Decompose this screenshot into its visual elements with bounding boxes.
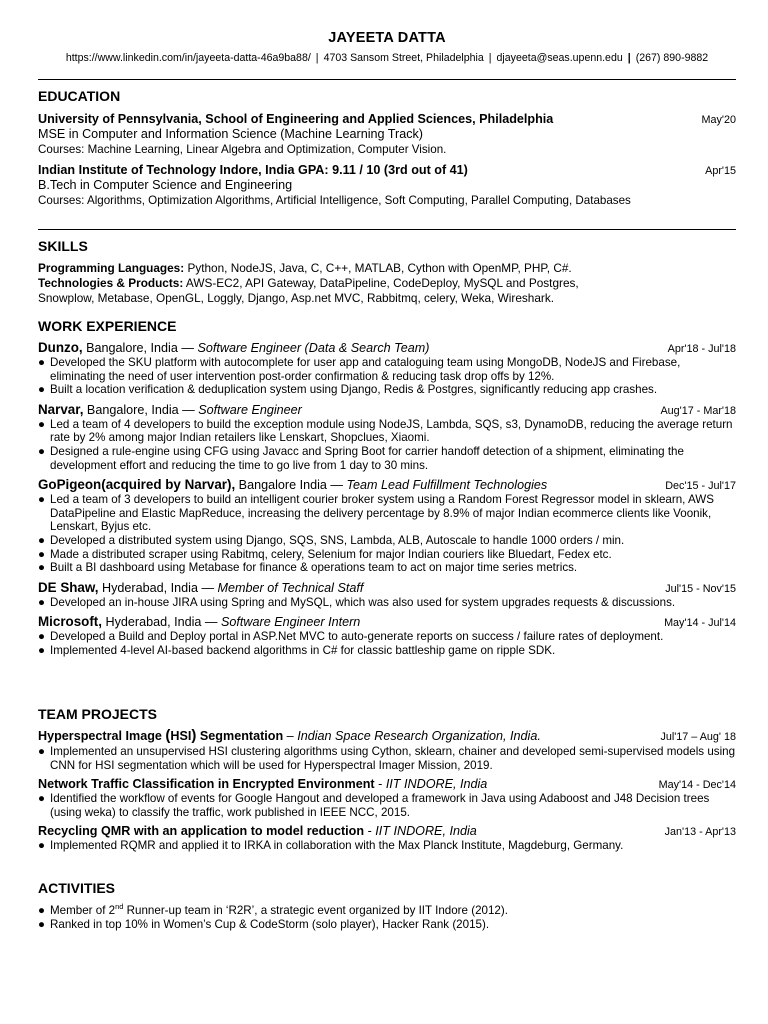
project-name-paren: ( xyxy=(165,727,171,744)
bullet-icon: ● xyxy=(38,839,46,853)
bullet-text: Built a location verification & deduplication system using Django, Redis & Postgres, significantly reducing app crashes. xyxy=(50,383,658,397)
school-name: University of Pennsylvania xyxy=(38,112,199,126)
bullet-text: Identified the workflow of events for Google Hangout and developed a framework in Java using Adaboost and J48 Decision trees (using weka) to classify the traffic, work published in IEEE NCC, 2015. xyxy=(50,792,710,819)
bullet-item xyxy=(38,745,736,772)
divider xyxy=(38,229,736,230)
company: DE Shaw, xyxy=(38,579,99,595)
bullet-item xyxy=(38,644,736,658)
team-projects-section xyxy=(38,706,736,853)
bullet-text: Implemented 4-level AI-based backend algorithms in C# for classic battleship game on ripple SDK. xyxy=(50,643,556,657)
job-bullets xyxy=(38,630,736,657)
bullet-item xyxy=(38,493,736,534)
bullet-icon: ● xyxy=(38,745,46,758)
contact-line xyxy=(38,52,736,64)
bullet-item xyxy=(38,548,736,562)
bullet-icon: ● xyxy=(38,547,46,561)
job-date: Dec'15 - Jul'17 xyxy=(665,480,736,493)
skill-value: AWS-EC2, API Gateway, DataPipeline, CodeDeploy, MySQL and Postgres, xyxy=(183,276,579,290)
dash: - xyxy=(364,824,376,839)
bullet-text: Member of 2 xyxy=(50,904,116,917)
dash: - xyxy=(374,777,386,792)
project-date: May'14 - Dec'14 xyxy=(658,779,736,792)
project-org: IIT INDORE, India xyxy=(385,777,488,792)
bullet-item xyxy=(38,904,736,918)
company: Narvar, xyxy=(38,401,84,417)
separator: | xyxy=(488,52,492,64)
separator: | xyxy=(315,52,319,64)
skill-value: Python, NodeJS, Java, C, C++, MATLAB, Cython with OpenMP, PHP, C#. xyxy=(184,261,572,275)
bullet-text: Made a distributed scraper using Rabitmq, celery, Selenium for major Indian couriers like Bluedart, Fedex etc. xyxy=(50,547,612,561)
education-section xyxy=(38,88,736,207)
bullet-text: Developed the SKU platform with autocomplete for user app and cataloguing team using MongoDB, NodeJS and Firebase, eliminating the need of user intervention post-order confirmation & reducing task drop offs by 12%. xyxy=(50,356,681,383)
linkedin-link[interactable]: https://www.linkedin.com/in/jayeeta-datta-46a9ba88/ xyxy=(65,52,311,64)
bullet-text: Ranked in top 10% in Women’s Cup & CodeStorm (solo player), Hacker Rank (2015). xyxy=(50,917,490,931)
project-entry xyxy=(38,777,736,819)
bullet-text: Developed an in-house JIRA using Spring and MySQL, which was also used for system upgrades requests & discussions. xyxy=(50,595,676,609)
activities-bullets xyxy=(38,904,736,931)
location: Bangalore, India — xyxy=(82,341,198,355)
job-bullets xyxy=(38,493,736,575)
bullet-icon: ● xyxy=(38,533,46,547)
courses: Courses: Algorithms, Optimization Algorithms, Artificial Intelligence, Soft Computing, Parallel Computing, Databases xyxy=(38,194,631,207)
job-entry xyxy=(38,614,736,657)
role: Software Engineer (Data & Search Team) xyxy=(197,341,430,355)
education-date: Apr'15 xyxy=(705,165,736,177)
job-entry xyxy=(38,477,736,575)
project-bullets xyxy=(38,839,736,853)
dash: – xyxy=(283,729,298,743)
job-date: Jul'15 - Nov'15 xyxy=(665,582,736,595)
work-experience-section xyxy=(38,318,736,658)
divider xyxy=(38,79,736,80)
project-date: Jan'13 - Apr'13 xyxy=(664,826,736,839)
separator: | xyxy=(627,52,631,64)
job-bullets xyxy=(38,596,736,610)
role: Team Lead Fulfillment Technologies xyxy=(346,478,548,493)
project-date: Jul'17 – Aug' 18 xyxy=(660,731,736,743)
project-bullets xyxy=(38,792,736,819)
degree: MSE in Computer and Information Science (Machine Learning Track) xyxy=(38,127,423,141)
project-name-abbr: HSI xyxy=(170,729,192,743)
bullet-text: Developed a Build and Deploy portal in ASP.Net MVC to auto-generate reports on success / failure rates of deployment. xyxy=(50,630,664,644)
project-name: Hyperspectral Image xyxy=(38,729,166,743)
bullet-icon: ● xyxy=(38,643,46,657)
section-title: WORK EXPERIENCE xyxy=(38,318,177,334)
bullet-item xyxy=(38,561,736,575)
bullet-item xyxy=(38,839,736,853)
job-bullets xyxy=(38,418,736,472)
education-entry xyxy=(38,163,736,207)
bullet-icon: ● xyxy=(38,417,46,431)
bullet-item xyxy=(38,383,736,397)
technologies-products-cont: Snowplow, Metabase, OpenGL, Loggly, Django, Asp.net MVC, Rabbitmq, celery, Weka, Wireshark. xyxy=(38,291,555,305)
job-entry xyxy=(38,402,736,472)
project-org: Indian Space Research Organization, India. xyxy=(297,729,541,743)
bullet-icon: ● xyxy=(38,493,46,507)
location: Hyderabad, India — xyxy=(101,615,221,630)
company: Microsoft, xyxy=(38,614,102,630)
section-title: ACTIVITIES xyxy=(38,880,116,896)
bullet-item xyxy=(38,792,736,819)
project-bullets xyxy=(38,745,736,772)
bullet-text: Implemented RQMR and applied it to IRKA in collaboration with the Max Planck Institute, Magdeburg, Germany. xyxy=(50,839,624,853)
bullet-icon: ● xyxy=(38,904,46,917)
candidate-name: JAYEETA DATTA xyxy=(328,30,446,46)
project-entry xyxy=(38,824,736,853)
role: Software Engineer Intern xyxy=(221,615,361,630)
degree: B.Tech in Computer Science and Engineering xyxy=(38,178,293,192)
location: Bangalore India — xyxy=(235,478,347,493)
company: GoPigeon(acquired by Narvar), xyxy=(38,477,236,493)
bullet-item xyxy=(38,445,736,472)
job-date: Aug'17 - Mar'18 xyxy=(660,404,736,417)
bullet-icon: ● xyxy=(38,630,46,644)
company: Dunzo, xyxy=(38,340,83,355)
bullet-item xyxy=(38,534,736,548)
role: Software Engineer xyxy=(198,402,302,417)
school-name: Indian Institute of Technology Indore, India GPA: 9.11 / 10 (3rd out of 41) xyxy=(38,163,468,177)
project-name: Recycling QMR with an application to model reduction xyxy=(38,824,365,839)
email-link[interactable]: djayeeta@seas.upenn.edu xyxy=(496,52,623,64)
bullet-text: Runner-up team in ‘R2R’, a strategic event organized by IIT Indore (2012). xyxy=(123,904,508,917)
bullet-text: Led a team of 3 developers to build an intelligent courier broker system using a Random Forest Regressor model in sklearn, AWS DataPipeline and Elastic MapReduce, increasing the delivery percentage by 8.9% of major Indian ecommerce clients like Voonik, Lenskart, Byjus etc. xyxy=(50,493,714,534)
job-bullets xyxy=(38,356,736,397)
job-date: May'14 - Jul'14 xyxy=(664,617,736,630)
bullet-icon: ● xyxy=(38,917,46,931)
skill-label: Technologies & Products: xyxy=(38,276,184,290)
bullet-text: Implemented an unsupervised HSI clustering algorithms using Cython, sklearn, chainer and developed semi-supervised models using CNN for HSI segmentation which will be used for Hyperspectral Imager Mission, 2019. xyxy=(50,745,736,772)
bullet-icon: ● xyxy=(38,561,46,575)
bullet-icon: ● xyxy=(38,595,46,609)
location: Bangalore, India — xyxy=(83,402,199,417)
project-name: Network Traffic Classification in Encrypted Environment xyxy=(38,777,375,792)
bullet-icon: ● xyxy=(38,444,46,458)
bullet-item xyxy=(38,418,736,445)
job-date: Apr'18 - Jul'18 xyxy=(667,343,736,355)
job-entry xyxy=(38,580,736,610)
activities-section xyxy=(38,880,736,931)
bullet-text: Led a team of 4 developers to build the exception module using NodeJS, Lambda, SQS, s3, DynamoDB, reducing the average return rate by 2% among major Indian retailers like Lenskart, Shopclues, Xiaomi. xyxy=(50,417,733,445)
project-name-rest: Segmentation xyxy=(196,729,284,743)
skill-label: Programming Languages: xyxy=(38,261,185,275)
school-detail: , School of Engineering and Applied Sciences, Philadelphia xyxy=(198,112,554,126)
project-entry xyxy=(38,727,736,772)
section-title: TEAM PROJECTS xyxy=(38,706,158,722)
section-title: EDUCATION xyxy=(38,88,121,104)
bullet-icon: ● xyxy=(38,356,46,369)
resume-header xyxy=(38,30,736,64)
project-name-paren: ) xyxy=(191,727,197,744)
education-entry xyxy=(38,112,736,156)
job-entry xyxy=(38,340,736,397)
role: Member of Technical Staff xyxy=(217,580,364,595)
bullet-text: Designed a rule-engine using CFG using Javacc and Spring Boot for carrier handoff detection of a shipment, eliminating the development effort and reducing the time to go live from 1 day to 30 mins. xyxy=(50,444,684,472)
education-date: May'20 xyxy=(701,114,736,126)
bullet-item xyxy=(38,356,736,383)
phone: (267) 890-9882 xyxy=(635,52,709,64)
courses: Courses: Machine Learning, Linear Algebra and Optimization, Computer Vision. xyxy=(38,143,447,156)
programming-languages xyxy=(38,261,736,276)
bullet-item xyxy=(38,596,736,610)
superscript: nd xyxy=(115,902,124,912)
project-org: IIT INDORE, India xyxy=(375,824,477,839)
address: 4703 Sansom Street, Philadelphia xyxy=(323,52,484,64)
skills-section xyxy=(38,238,736,306)
bullet-item xyxy=(38,630,736,644)
bullet-text: Developed a distributed system using Django, SQS, SNS, Lambda, ALB, Autoscale to handle 1000 orders / min. xyxy=(50,533,625,547)
bullet-text: Built a BI dashboard using Metabase for finance & operations team to act on major time series metrics. xyxy=(50,561,578,575)
technologies-products xyxy=(38,276,736,291)
bullet-icon: ● xyxy=(38,792,46,806)
section-title: SKILLS xyxy=(38,238,88,254)
bullet-item xyxy=(38,918,736,932)
location: Hyderabad, India — xyxy=(98,580,218,595)
bullet-icon: ● xyxy=(38,383,46,397)
